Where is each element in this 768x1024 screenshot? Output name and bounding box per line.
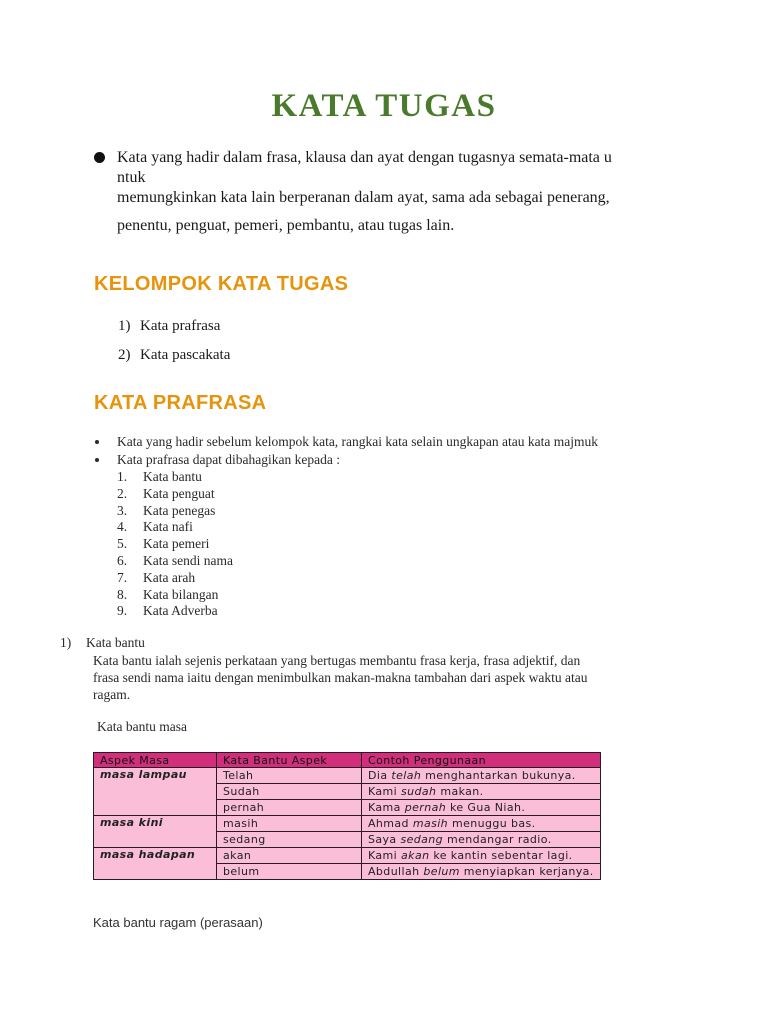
- table-row: [94, 816, 601, 832]
- list-item: 7. Kata arah: [117, 569, 196, 585]
- list-item: 2) Kata pascakata: [118, 347, 231, 363]
- list-item: 1. Kata bantu: [117, 469, 202, 484]
- prafrasa-types: [117, 469, 233, 620]
- list-item: 4. Kata nafi: [117, 519, 193, 535]
- list-item: Kata yang hadir sebelum kelompok kata, rangkai kata selain ungkapan atau kata majmuk: [92, 433, 598, 451]
- aspek-cell: masa lampau: [94, 768, 217, 816]
- prafrasa-bullets: [92, 433, 598, 469]
- kata-cell: pernah: [217, 800, 362, 816]
- contoh-cell: Kama pernah ke Gua Niah.: [362, 800, 601, 816]
- kata-cell: Sudah: [217, 784, 362, 800]
- kata-cell: akan: [217, 848, 362, 864]
- contoh-cell: Ahmad masih menuggu bas.: [362, 816, 601, 832]
- list-item: 9. Kata Adverba: [117, 603, 218, 619]
- list-item: Kata prafrasa dapat dibahagikan kepada :: [92, 451, 598, 469]
- table-row: [94, 848, 601, 864]
- table-row: [94, 768, 601, 784]
- kelompok-heading: KELOMPOK KATA TUGAS: [94, 273, 349, 295]
- kata-cell: masih: [217, 816, 362, 832]
- intro-line: Kata yang hadir dalam frasa, klausa dan ayat dengan tugasnya semata-mata u: [117, 149, 612, 166]
- column-header: Contoh Penggunaan: [362, 753, 601, 768]
- contoh-cell: Kami sudah makan.: [362, 784, 601, 800]
- bullet-icon: [94, 152, 105, 163]
- kata-cell: sedang: [217, 832, 362, 848]
- kata-bantu-masa-label: Kata bantu masa: [97, 719, 187, 734]
- page-title: KATA TUGAS: [271, 88, 497, 124]
- contoh-cell: Saya sedang mendangar radio.: [362, 832, 601, 848]
- prafrasa-heading: KATA PRAFRASA: [94, 392, 267, 414]
- kata-bantu-heading: 1) Kata bantu: [60, 635, 145, 650]
- kata-bantu-masa-table: [93, 752, 601, 880]
- contoh-cell: Abdullah belum menyiapkan kerjanya.: [362, 864, 601, 880]
- list-item: 1) Kata prafrasa: [118, 318, 221, 334]
- aspek-cell: masa kini: [94, 816, 217, 848]
- list-item: 3. Kata penegas: [117, 502, 216, 518]
- contoh-cell: Dia telah menghantarkan bukunya.: [362, 768, 601, 784]
- column-header: Aspek Masa: [94, 753, 217, 768]
- list-item: 8. Kata bilangan: [117, 586, 219, 602]
- aspek-cell: masa hadapan: [94, 848, 217, 880]
- list-item: 2. Kata penguat: [117, 485, 215, 501]
- intro-line: penentu, penguat, pemeri, pembantu, atau tugas lain.: [117, 217, 455, 234]
- contoh-cell: Kami akan ke kantin sebentar lagi.: [362, 848, 601, 864]
- list-item: 5. Kata pemeri: [117, 536, 210, 552]
- intro-line: ntuk: [117, 169, 146, 186]
- kelompok-list: [118, 316, 230, 374]
- intro-definition: [92, 148, 692, 236]
- column-header: Kata Bantu Aspek: [217, 753, 362, 768]
- kata-cell: belum: [217, 864, 362, 880]
- kata-bantu-ragam-label: Kata bantu ragam (perasaan): [93, 915, 263, 930]
- list-item: 6. Kata sendi nama: [117, 552, 233, 568]
- intro-line: memungkinkan kata lain berperanan dalam ayat, sama ada sebagai penerang,: [117, 189, 610, 206]
- kata-bantu-definition: Kata bantu ialah sejenis perkataan yang bertugas membantu frasa kerja, frasa adjektif, dan frasa sendi nama iaitu dengan menimbulkan makan-makna tambahan dari aspek waktu atau ragam.: [93, 653, 588, 702]
- kata-cell: Telah: [217, 768, 362, 784]
- table-header-row: [94, 753, 601, 768]
